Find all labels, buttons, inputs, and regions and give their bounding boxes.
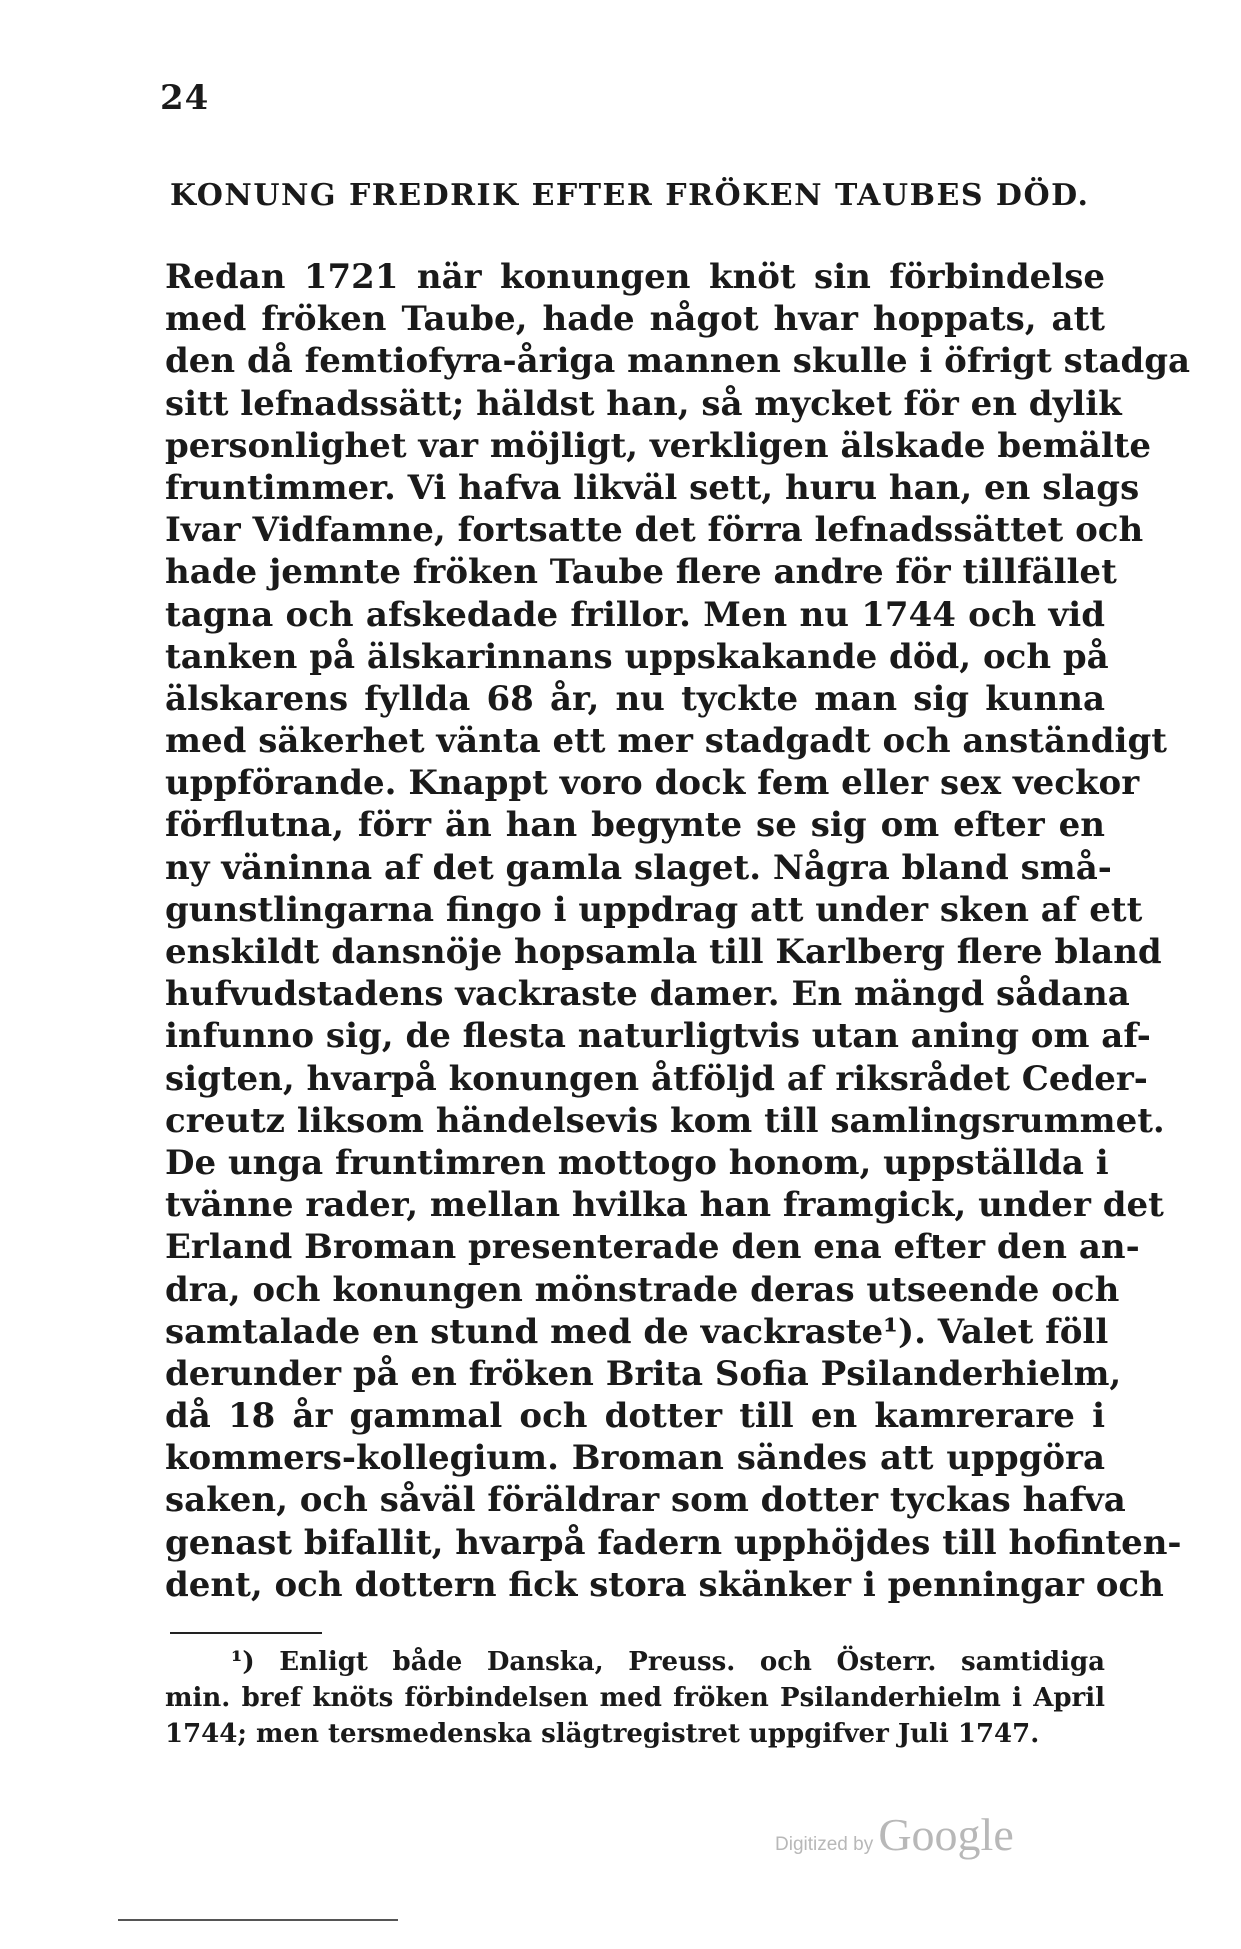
text-line: hade jemnte fröken Taube flere andre för tillfället [165,552,1117,593]
text-line: då 18 år gammal och dotter till en kamrerare i [165,1396,1105,1437]
text-line: fruntimmer. Vi hafva likväl sett, huru han, en slags [165,467,1140,508]
text-line: gunstlingarna fingo i uppdrag att under sken af ett [165,889,1143,930]
text-line: infunno sig, de flesta naturligtvis utan aning om af- [165,1016,1151,1057]
footnote-line: 1744; men tersmedenska slägtregistret uppgifver Juli 1747. [165,1719,1040,1749]
text-line: enskildt dansnöje hopsamla till Karlberg flere bland [165,932,1162,972]
footnote-line: ¹) Enligt både Danska, Preuss. och Österr. samtidiga [231,1647,1105,1677]
text-line: tagna och afskedade frillor. Men nu 1744 och vid [165,594,1105,635]
text-line: Erland Broman presenterade den ena efter den an- [165,1227,1140,1268]
text-line: samtalade en stund med de vackraste¹). Valet föll [165,1311,1109,1352]
text-line: ny väninna af det gamla slaget. Några bland små- [165,847,1112,888]
text-line: kommers-kollegium. Broman sändes att uppgöra [165,1438,1105,1479]
scan-edge-line [118,1919,398,1921]
text-line: saken, och såväl föräldrar som dotter tyckas hafva [165,1480,1126,1521]
text-line: hufvudstadens vackraste damer. En mängd sådana [165,974,1130,1015]
text-line: med fröken Taube, hade något hvar hoppats, att [165,299,1105,340]
text-line: Ivar Vidfamne, fortsatte det förra lefnadssättet och [165,510,1144,551]
text-line: älskarens fyllda 68 år, nu tyckte man sig kunna [165,678,1105,719]
text-line: De unga fruntimren mottogo honom, uppställda i [165,1142,1109,1183]
text-line: förflutna, förr än han begynte se sig om efter en [165,805,1105,846]
text-line: personlighet var möjligt, verkligen älskade bemälte [165,425,1152,466]
text-line: genast bifallit, hvarpå fadern upphöjdes till hofinten- [165,1522,1182,1563]
google-logo: Google [878,1809,1014,1860]
footnotes [165,1644,1105,1752]
footnote-separator [170,1632,322,1634]
watermark-prefix: Digitized by [775,1834,874,1855]
text-line: med säkerhet vänta ett mer stadgadt och anständigt [165,721,1167,762]
text-line: sitt lefnadssätt; häldst han, så mycket för en dylik [165,383,1122,424]
text-line: tanken på älskarinnans uppskakande död, och på [165,636,1109,677]
text-line: sigten, hvarpå konungen åtföljd af riksrådet Ceder- [165,1058,1148,1099]
text-line: dent, och dottern fick stora skänker i penningar och [165,1564,1164,1605]
text-line: uppförande. Knappt voro dock fem eller sex veckor [165,763,1140,804]
text-line: dra, och konungen mönstrade deras utseende och [165,1269,1120,1310]
text-line: derunder på en fröken Brita Sofia Psilanderhielm, [165,1353,1122,1394]
google-watermark [775,1808,1014,1861]
text-line: Redan 1721 när konungen knöt sin förbindelse [165,257,1105,297]
text-line: tvänne rader, mellan hvilka han framgick, under det [165,1185,1164,1226]
body-text [165,256,1191,1606]
text-line: creutz liksom händelsevis kom till samlingsrummet. [165,1100,1165,1141]
page-number: 24 [160,78,210,118]
footnote-line: min. bref knöts förbindelsen med fröken Psilanderhielm i April [165,1683,1105,1713]
chapter-heading: KONUNG FREDRIK EFTER FRÖKEN TAUBES DÖD. [170,178,1090,213]
text-line: den då femtiofyra-åriga mannen skulle i öfrigt stadga [165,341,1191,382]
